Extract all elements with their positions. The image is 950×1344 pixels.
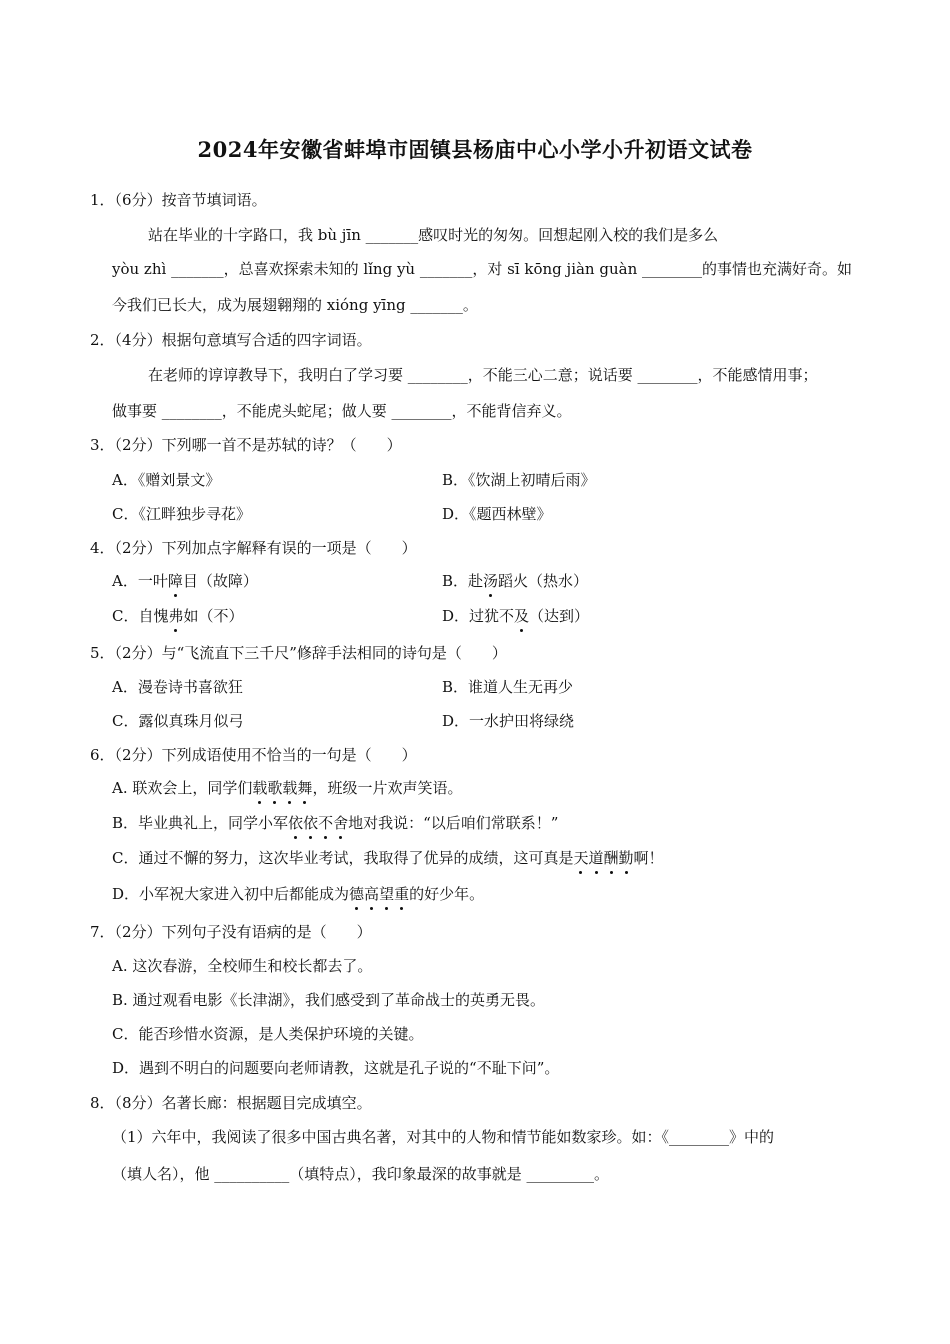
- dotted-character: 依: [288, 814, 304, 832]
- dotted-character: 及: [514, 607, 530, 625]
- option-text: 目（故障）: [182, 572, 258, 590]
- dotted-character: 高: [364, 885, 380, 903]
- option-text: （达到）: [529, 607, 590, 625]
- question-6-option-b: [112, 813, 558, 833]
- question-6-option-a: [112, 778, 462, 798]
- dotted-character: 酬: [603, 849, 619, 867]
- question-1-line-1: 站在毕业的十字路口，我 bù jīn _______感叹时光的匆匆。回想起刚入校的我们是多么: [148, 226, 719, 244]
- question-1-line-3: 今我们已长大，成为展翅翱翔的 xióng yīng _______。: [112, 296, 478, 314]
- dotted-character: 舍: [333, 814, 349, 832]
- dotted-character: 重: [394, 885, 410, 903]
- question-3-option-a: A．《赠刘景文》: [112, 471, 221, 489]
- option-text: ，班级一片欢声笑语。: [312, 779, 463, 797]
- question-7-heading: 7．（2分）下列句子没有语病的是（ ）: [90, 923, 372, 941]
- question-8-line-1: （1）六年中，我阅读了很多中国古典名著，对其中的人物和情节能如数家珍。如：《________》中的: [112, 1128, 775, 1146]
- dotted-character: 歌: [267, 779, 283, 797]
- option-text: A．一叶: [112, 572, 168, 590]
- option-text: B．毕业典礼上，同学小军: [112, 814, 289, 832]
- question-3-option-d: D．《题西林壁》: [442, 505, 552, 523]
- question-5-option-a: A．漫卷诗书喜欲狂: [112, 678, 243, 696]
- question-2-heading: 2．（4分）根据句意填写合适的四字词语。: [90, 331, 372, 349]
- question-7-option-a: A. 这次春游，全校师生和校长都去了。: [112, 957, 373, 975]
- question-1-line-2: yòu zhì _______，总喜欢探索未知的 lǐng yù _______，对 sī kōng jiàn guàn ________的事情也充满好奇。如: [112, 260, 852, 278]
- option-text: 如（不）: [183, 607, 244, 625]
- question-1-heading: 1．（6分）按音节填词语。: [90, 191, 267, 209]
- dotted-character: 依: [303, 814, 319, 832]
- option-text: A. 联欢会上，同学们: [112, 779, 253, 797]
- option-text: 的好少年。: [409, 885, 485, 903]
- dotted-character: 天: [573, 849, 589, 867]
- option-text: C．通过不懈的努力，这次毕业考试，我取得了优异的成绩，这可真是: [112, 849, 574, 867]
- question-4-heading: 4．（2分）下列加点字解释有误的一项是（ ）: [90, 539, 417, 557]
- dotted-character: 不: [318, 814, 334, 832]
- dotted-character: 汤: [483, 572, 499, 590]
- question-8-heading: 8．（8分）名著长廊：根据题目完成填空。: [90, 1094, 372, 1112]
- dotted-character: 舞: [297, 779, 313, 797]
- question-5-option-c: C．露似真珠月似弓: [112, 712, 244, 730]
- question-6-option-c: [112, 848, 664, 868]
- dotted-character: 望: [379, 885, 395, 903]
- option-text: 啊！: [633, 849, 664, 867]
- option-text: D．小军祝大家进入初中后都能成为: [112, 885, 350, 903]
- question-4-option-d: [442, 606, 589, 626]
- question-6-heading: 6．（2分）下列成语使用不恰当的一句是（ ）: [90, 746, 417, 764]
- question-3-option-b: B．《饮湖上初晴后雨》: [442, 471, 596, 489]
- question-5-option-d: D．一水护田将绿绕: [442, 712, 575, 730]
- question-2-line-1: 在老师的谆谆教导下，我明白了学习要 ________，不能三心二意；说话要 ________，不能感情用事；: [148, 366, 818, 384]
- dotted-character: 载: [252, 779, 268, 797]
- question-5-heading: 5．（2分）与“飞流直下三千尺”修辞手法相同的诗句是（ ）: [90, 644, 507, 662]
- option-text: 蹈火（热水）: [498, 572, 589, 590]
- question-7-option-b: B. 通过观看电影《长津湖》，我们感受到了革命战士的英勇无畏。: [112, 991, 546, 1009]
- option-text: C．自愧: [112, 607, 169, 625]
- dotted-character: 障: [167, 572, 183, 590]
- question-7-option-c: C．能否珍惜水资源，是人类保护环境的关键。: [112, 1025, 424, 1043]
- dotted-character: 道: [588, 849, 604, 867]
- question-4-option-b: [442, 571, 588, 591]
- question-5-option-b: B．谁道人生无再少: [442, 678, 574, 696]
- question-3-option-c: C．《江畔独步寻花》: [112, 505, 251, 523]
- dotted-character: 勤: [618, 849, 634, 867]
- question-2-line-2: 做事要 ________，不能虎头蛇尾；做人要 ________，不能背信弃义。: [112, 402, 572, 420]
- question-4-option-a: [112, 571, 258, 591]
- dotted-character: 德: [349, 885, 365, 903]
- question-6-option-d: [112, 884, 484, 904]
- option-text: D．过犹不: [442, 607, 515, 625]
- question-4-option-c: [112, 606, 244, 626]
- dotted-character: 弗: [168, 607, 184, 625]
- option-text: B．赴: [442, 572, 484, 590]
- question-7-option-d: D．遇到不明白的问题要向老师请教，这就是孔子说的“不耻下问”。: [112, 1059, 560, 1077]
- option-text: 地对我说：“以后咱们常联系！”: [348, 814, 559, 832]
- dotted-character: 载: [282, 779, 298, 797]
- page-title: 2024年安徽省蚌埠市固镇县杨庙中心小学小升初语文试卷: [197, 137, 753, 162]
- question-8-line-2: （填人名），他 __________（填特点），我印象最深的故事就是 _________。: [112, 1165, 610, 1183]
- question-3-heading: 3．（2分）下列哪一首不是苏轼的诗？（ ）: [90, 436, 402, 454]
